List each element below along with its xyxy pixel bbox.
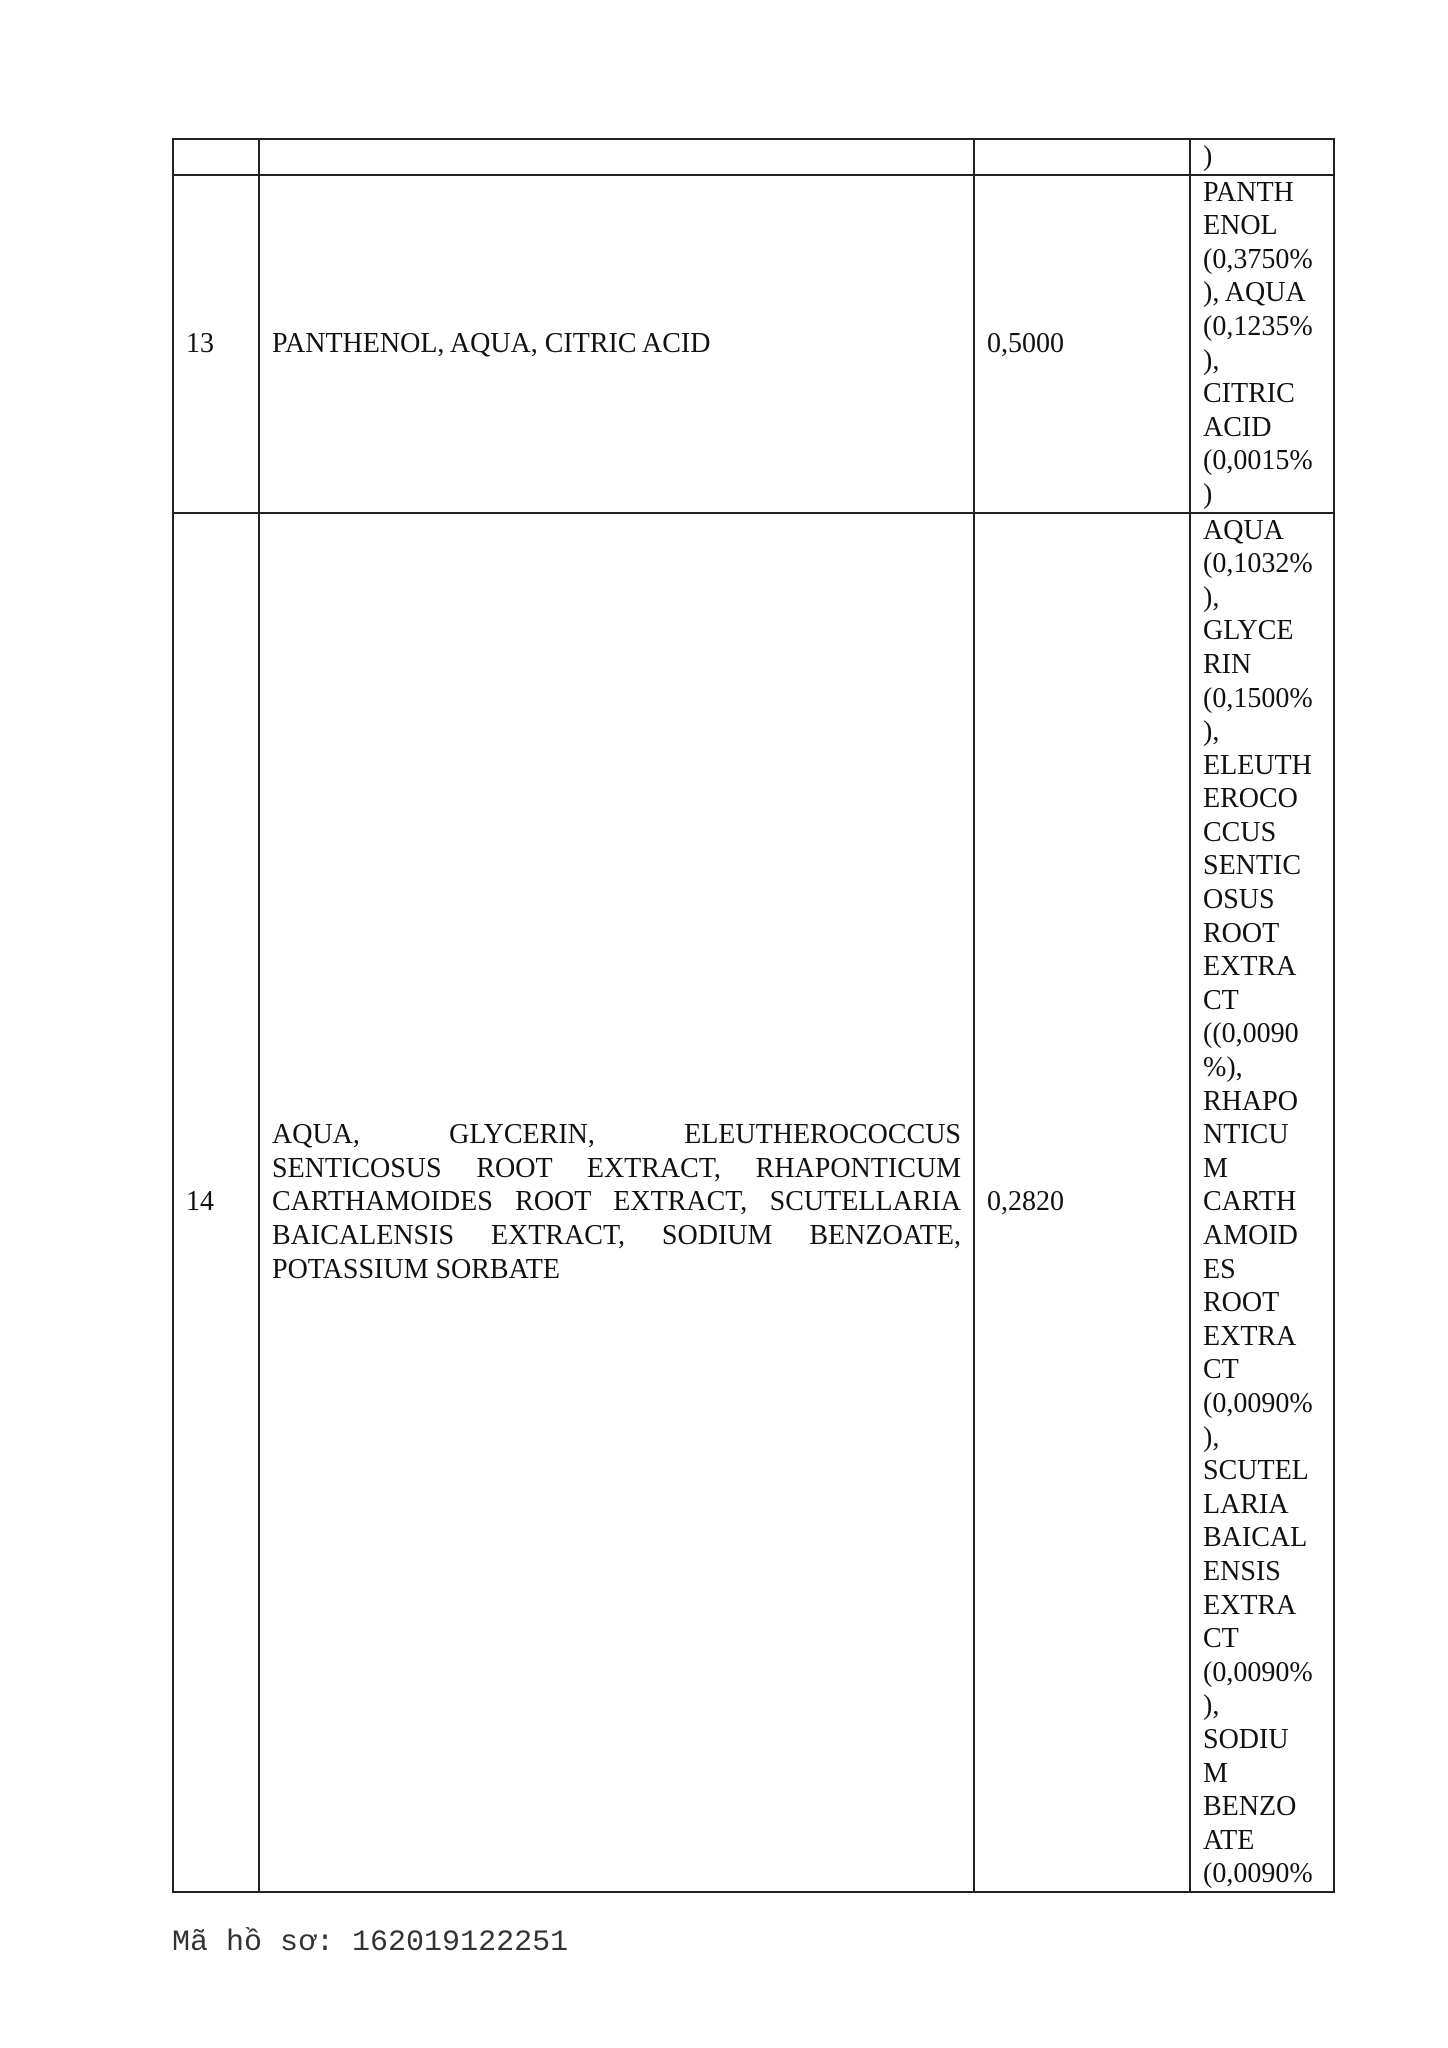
detail-line: LARIA [1203, 1488, 1289, 1520]
detail-line: M [1203, 1757, 1228, 1789]
detail-line: BAICAL [1203, 1522, 1308, 1554]
detail-line: ), [1203, 1690, 1220, 1722]
detail-line: CT [1203, 984, 1239, 1016]
detail-line: EROCO [1203, 783, 1298, 815]
detail-line: ELEUTH [1203, 749, 1312, 781]
detail-line: CARTH [1203, 1186, 1297, 1218]
detail-line: M [1203, 1152, 1228, 1184]
detail-line: EXTRA [1203, 1320, 1297, 1352]
ingredients-cell: PANTHENOL, AQUA, CITRIC ACID [259, 175, 974, 513]
ingredients-cell [259, 139, 974, 175]
detail-line: ), AQUA [1203, 277, 1306, 309]
detail-line: NTICU [1203, 1119, 1289, 1151]
detail-line: ATE [1203, 1824, 1255, 1856]
detail-line: PANTH [1203, 176, 1294, 208]
row-number: 13 [173, 175, 259, 513]
detail-line: (0,0015% [1203, 445, 1313, 477]
amount-cell: 0,2820 [974, 513, 1190, 1892]
detail-line: ), [1203, 1421, 1220, 1453]
detail-line: (0,3750% [1203, 243, 1313, 275]
document-code-label: Mã hồ sơ: [172, 1926, 335, 1960]
table-row [173, 139, 1334, 175]
detail-line: ) [1203, 478, 1213, 510]
detail-line: EXTRA [1203, 951, 1297, 983]
detail-line: CT [1203, 1623, 1239, 1655]
detail-line: CCUS [1203, 816, 1277, 848]
detail-line: ENSIS [1203, 1555, 1281, 1587]
ingredients-table [172, 138, 1335, 1893]
table-row [173, 175, 1334, 513]
detail-line: ENOL [1203, 210, 1278, 242]
row-number: 14 [173, 513, 259, 1892]
detail-line: ACID [1203, 411, 1272, 443]
detail-line: (0,1500% [1203, 682, 1313, 714]
detail-line: OSUS [1203, 884, 1275, 916]
detail-line: GLYCE [1203, 615, 1294, 647]
detail-line: ES [1203, 1253, 1236, 1285]
detail-line: (0,1032% [1203, 548, 1313, 580]
row-number [173, 139, 259, 175]
document-code [172, 1926, 568, 1960]
detail-line: ROOT [1203, 917, 1280, 949]
detail-line: SENTIC [1203, 850, 1301, 882]
detail-line: ((0,0090 [1203, 1018, 1299, 1050]
amount-cell: 0,5000 [974, 175, 1190, 513]
detail-cell [1190, 513, 1334, 1892]
detail-line: (0,0090% [1203, 1858, 1313, 1890]
table-row [173, 513, 1334, 1892]
detail-line: (0,1235% [1203, 310, 1313, 342]
detail-line: AQUA [1203, 514, 1284, 546]
detail-line: ), [1203, 344, 1220, 376]
amount-cell [974, 139, 1190, 175]
document-code-value: 162019122251 [352, 1926, 569, 1960]
detail-cell [1190, 175, 1334, 513]
detail-line: %), [1203, 1052, 1243, 1084]
detail-line: EXTRA [1203, 1589, 1297, 1621]
detail-line: SODIU [1203, 1723, 1289, 1755]
detail-line: ), [1203, 581, 1220, 613]
detail-line: RHAPO [1203, 1085, 1298, 1117]
detail-cell [1190, 139, 1334, 175]
detail-line: RIN [1203, 648, 1252, 680]
detail-line: SCUTEL [1203, 1455, 1309, 1487]
detail-line: BENZO [1203, 1791, 1297, 1823]
detail-line: CITRIC [1203, 378, 1295, 410]
detail-line: ROOT [1203, 1287, 1280, 1319]
detail-line: ) [1203, 141, 1213, 172]
detail-line: AMOID [1203, 1220, 1298, 1251]
detail-line: CT [1203, 1354, 1239, 1386]
detail-line: ), [1203, 716, 1220, 748]
ingredients-cell: AQUA, GLYCERIN, ELEUTHEROCOCCUS SENTICOSUS ROOT EXTRACT, RHAPONTICUM CARTHAMOIDES ROOT EXTRACT, SCUTELLARIA BAICALENSIS EXTRACT, SODIUM BENZOATE, POTASSIUM SORBATE [259, 513, 974, 1892]
detail-line: (0,0090% [1203, 1656, 1313, 1688]
detail-line: (0,0090% [1203, 1387, 1313, 1419]
